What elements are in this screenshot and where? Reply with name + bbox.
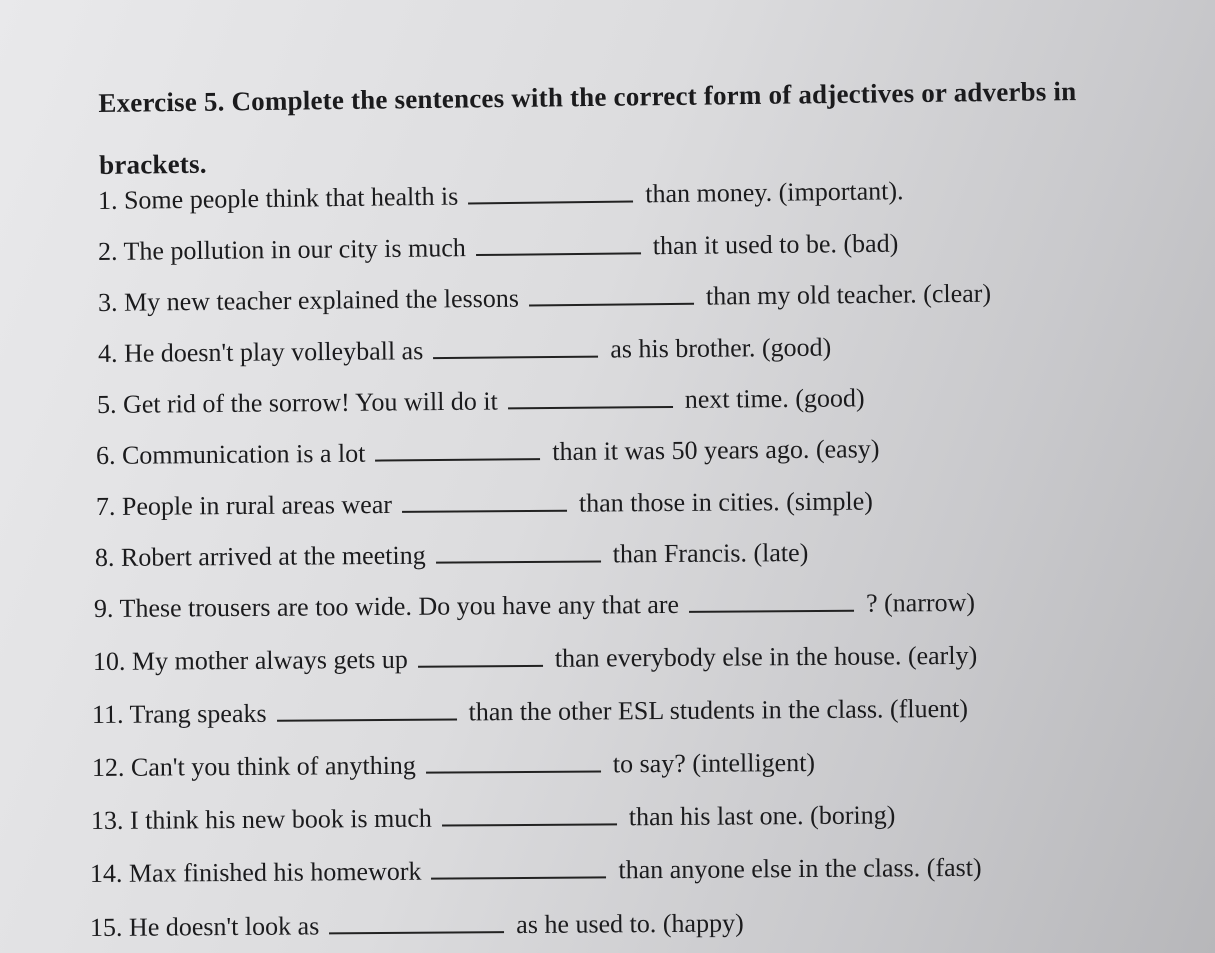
item-12-hint: to say? (intelligent) <box>612 747 816 779</box>
exercise-item-9 <box>94 588 975 624</box>
item-14-hint: than anyone else in the class. (fast) <box>618 852 982 885</box>
item-1-hint: than money. (important). <box>645 176 904 209</box>
exercise-item-7 <box>96 487 873 522</box>
item-1-prompt: 1. Some people think that health is <box>97 181 459 215</box>
answer-blank-6[interactable] <box>375 458 540 461</box>
item-5-hint: next time. (good) <box>684 383 865 414</box>
answer-blank-4[interactable] <box>433 356 598 359</box>
exercise-item-10 <box>93 641 977 677</box>
answer-blank-9[interactable] <box>689 610 854 613</box>
item-10-hint: than everybody else in the house. (early) <box>554 640 978 673</box>
item-6-hint: than it was 50 years ago. (easy) <box>552 434 880 467</box>
exercise-item-6 <box>96 434 880 471</box>
exercise-heading: Exercise 5. Complete the sentences with the correct form of adjectives or adverbs in brackets. <box>98 76 1077 180</box>
item-11-hint: than the other ESL students in the class. (fluent) <box>468 693 969 727</box>
answer-blank-11[interactable] <box>277 718 457 721</box>
item-10-prompt: 10. My mother always gets up <box>92 644 408 676</box>
item-6-prompt: 6. Communication is a lot <box>95 438 366 470</box>
exercise-item-11 <box>92 694 968 730</box>
exercise-item-3 <box>98 279 991 318</box>
answer-blank-12[interactable] <box>426 770 601 773</box>
item-3-hint: than my old teacher. (clear) <box>705 278 992 311</box>
item-4-prompt: 4. He doesn't play volleyball as <box>97 336 424 368</box>
answer-blank-1[interactable] <box>468 200 633 204</box>
answer-blank-8[interactable] <box>436 560 601 563</box>
answer-blank-14[interactable] <box>432 876 607 879</box>
answer-blank-15[interactable] <box>329 931 504 934</box>
item-7-hint: than those in cities. (simple) <box>578 486 873 518</box>
item-13-prompt: 13. I think his new book is much <box>90 803 432 835</box>
answer-blank-3[interactable] <box>529 303 694 307</box>
item-3-prompt: 3. My new teacher explained the lessons <box>97 283 520 317</box>
item-15-hint: as he used to. (happy) <box>516 908 744 940</box>
item-9-hint: ? (narrow) <box>865 587 976 618</box>
item-12-prompt: 12. Can't you think of anything <box>91 750 416 782</box>
item-4-hint: as his brother. (good) <box>610 332 832 364</box>
exercise-item-14 <box>90 853 982 889</box>
answer-blank-5[interactable] <box>508 406 673 409</box>
exercise-item-2 <box>98 229 899 267</box>
item-2-hint: than it used to be. (bad) <box>652 228 899 261</box>
answer-blank-2[interactable] <box>476 252 641 256</box>
item-5-prompt: 5. Get rid of the sorrow! You will do it <box>96 386 498 419</box>
item-11-prompt: 11. Trang speaks <box>91 698 267 729</box>
item-8-prompt: 8. Robert arrived at the meeting <box>94 540 426 572</box>
item-14-prompt: 14. Max finished his homework <box>89 856 422 888</box>
answer-blank-7[interactable] <box>402 510 567 513</box>
answer-blank-10[interactable] <box>418 665 543 668</box>
exercise-item-12 <box>92 748 815 783</box>
item-7-prompt: 7. People in rural areas wear <box>95 489 393 521</box>
exercise-item-5 <box>97 383 865 420</box>
exercise-item-4 <box>98 333 831 369</box>
item-15-prompt: 15. He doesn't look as <box>89 911 320 942</box>
answer-blank-13[interactable] <box>442 823 617 826</box>
exercise-item-8 <box>95 538 809 573</box>
item-9-prompt: 9. These trousers are too wide. Do you have any that are <box>93 589 680 623</box>
exercise-item-15 <box>90 908 744 943</box>
exercise-item-13 <box>91 800 896 836</box>
item-8-hint: than Francis. (late) <box>612 538 809 569</box>
item-13-hint: than his last one. (boring) <box>628 800 896 832</box>
item-2-prompt: 2. The pollution in our city is much <box>97 233 466 266</box>
